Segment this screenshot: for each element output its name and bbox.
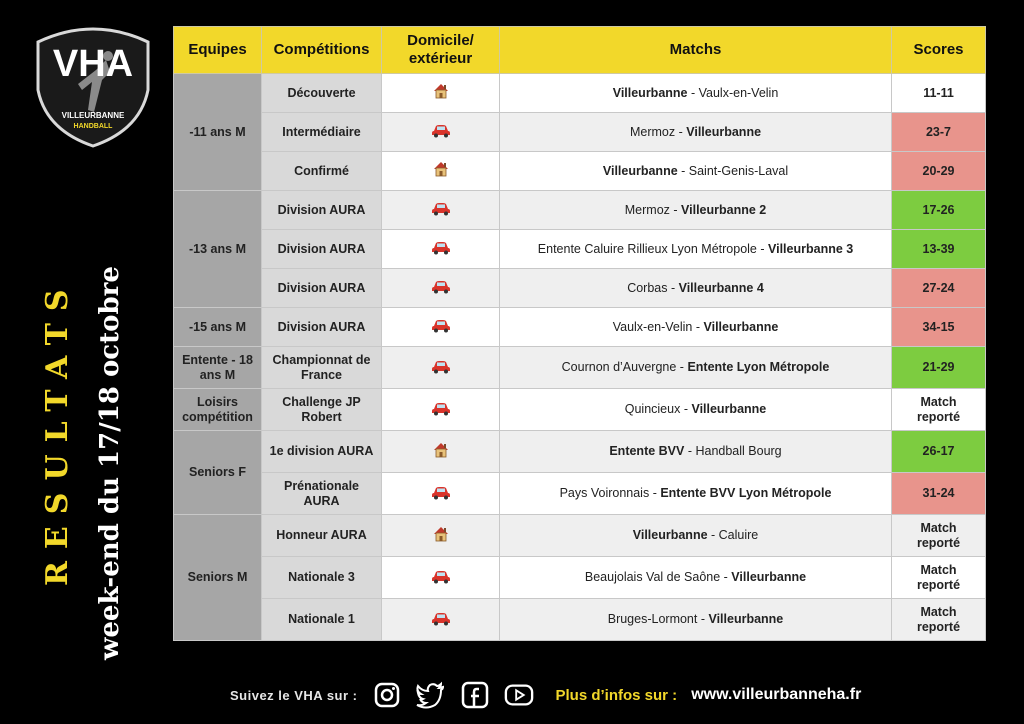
match-cell [500, 152, 892, 191]
match-team-home: Beaujolais Val de Saône [584, 570, 721, 584]
match-team-home: Entente BVV [609, 444, 685, 458]
house-icon [432, 532, 450, 546]
more-info-text: Plus d’infos sur : [555, 686, 678, 704]
match-separator: - [707, 528, 719, 542]
house-icon [432, 448, 450, 462]
match-team-home: Quincieux [624, 402, 681, 416]
match-team-home: Entente Caluire Rillieux Lyon Métropole [537, 241, 757, 256]
competition-cell: Division AURA [262, 191, 382, 230]
score-cell: Match reporté [892, 599, 986, 641]
location-cell [382, 230, 500, 269]
match-team-away: Entente BVV Lyon Métropole [660, 486, 832, 500]
competition-cell: 1e division AURA [262, 431, 382, 473]
match-cell [500, 74, 892, 113]
table-row [174, 113, 986, 152]
match-team-away: Villeurbanne 4 [678, 280, 764, 295]
follow-text: Suivez le VHA sur : [230, 687, 358, 703]
score-cell: 20-29 [892, 152, 986, 191]
match-team-away: Villeurbanne [708, 612, 784, 626]
match-cell [500, 431, 892, 473]
footer [230, 676, 861, 714]
match-team-away: Villeurbanne 2 [681, 202, 767, 217]
website-link[interactable]: www.villeurbanneha.fr [691, 686, 862, 703]
match-team-away: Saint-Genis-Laval [688, 163, 789, 178]
location-cell [382, 308, 500, 347]
location-cell [382, 74, 500, 113]
facebook-icon[interactable] [460, 680, 490, 710]
competition-cell: Découverte [262, 74, 382, 113]
score-cell: 27-24 [892, 269, 986, 308]
match-team-home: Vaulx-en-Velin [612, 319, 693, 334]
score-cell: 23-7 [892, 113, 986, 152]
location-cell [382, 599, 500, 641]
location-cell [382, 347, 500, 389]
competition-cell: Honneur AURA [262, 515, 382, 557]
match-team-home: Mermoz [629, 124, 676, 139]
score-cell: 13-39 [892, 230, 986, 269]
match-separator: - [684, 444, 696, 458]
twitter-icon[interactable] [416, 680, 446, 710]
score-cell: Match reporté [892, 389, 986, 431]
house-icon [432, 89, 450, 103]
competition-cell: Confirmé [262, 152, 382, 191]
location-cell [382, 515, 500, 557]
table-row [174, 74, 986, 113]
competition-cell: Division AURA [262, 230, 382, 269]
match-team-away: Caluire [718, 528, 759, 542]
vha-logo [30, 20, 156, 148]
table-row [174, 308, 986, 347]
header-competitions: Compétitions [262, 27, 382, 74]
team-cell: Seniors M [174, 515, 262, 641]
location-cell [382, 152, 500, 191]
match-separator: - [697, 612, 709, 626]
table-row [174, 347, 986, 389]
match-cell [500, 113, 892, 152]
match-team-away: Villeurbanne [691, 402, 767, 416]
match-cell [500, 515, 892, 557]
location-cell [382, 389, 500, 431]
match-separator: - [756, 241, 768, 256]
table-row [174, 557, 986, 599]
score-cell: 17-26 [892, 191, 986, 230]
score-cell: Match reporté [892, 515, 986, 557]
match-separator: - [692, 319, 704, 334]
match-team-away: Vaulx-en-Velin [698, 85, 779, 100]
table-row [174, 473, 986, 515]
house-icon [432, 167, 450, 181]
score-cell: 11-11 [892, 74, 986, 113]
competition-cell: Division AURA [262, 308, 382, 347]
match-separator: - [669, 202, 682, 217]
match-team-home: Corbas [627, 280, 668, 295]
logo-sub1: VILLEURBANNE [61, 111, 125, 120]
car-icon [431, 363, 451, 377]
table-row [174, 230, 986, 269]
car-icon [431, 283, 451, 297]
header-location: Domicile/ extérieur [382, 27, 500, 74]
team-cell: Entente - 18 ans M [174, 347, 262, 389]
score-cell: 26-17 [892, 431, 986, 473]
score-cell: 31-24 [892, 473, 986, 515]
side-title: RESULTATS [40, 277, 75, 586]
table-row [174, 269, 986, 308]
team-cell: -11 ans M [174, 74, 262, 191]
competition-cell: Championnat de France [262, 347, 382, 389]
table-row [174, 431, 986, 473]
match-cell [500, 269, 892, 308]
match-separator: - [675, 124, 687, 139]
score-cell: Match reporté [892, 557, 986, 599]
header-row [174, 27, 986, 74]
location-cell [382, 113, 500, 152]
competition-cell: Nationale 3 [262, 557, 382, 599]
car-icon [431, 322, 451, 336]
score-cell: 21-29 [892, 347, 986, 389]
match-team-away: Villeurbanne [731, 570, 807, 584]
match-team-home: Bruges-Lormont [607, 612, 698, 626]
match-team-home: Villeurbanne [612, 85, 688, 100]
match-team-home: Mermoz [624, 202, 670, 217]
location-cell [382, 269, 500, 308]
instagram-icon[interactable] [372, 680, 402, 710]
table-row [174, 389, 986, 431]
competition-cell: Challenge JP Robert [262, 389, 382, 431]
match-separator: - [680, 402, 692, 416]
match-team-away: Entente Lyon Métropole [687, 360, 830, 374]
logo-text: VHA [52, 43, 134, 85]
match-separator: - [677, 163, 689, 178]
match-cell [500, 557, 892, 599]
match-cell [500, 191, 892, 230]
location-cell [382, 557, 500, 599]
match-team-away: Villeurbanne [686, 124, 762, 139]
team-cell: -15 ans M [174, 308, 262, 347]
match-team-away: Handball Bourg [695, 444, 782, 458]
match-cell [500, 308, 892, 347]
youtube-icon[interactable] [504, 680, 534, 710]
location-cell [382, 431, 500, 473]
match-team-away: Villeurbanne 3 [768, 241, 854, 256]
match-cell [500, 230, 892, 269]
match-team-home: Villeurbanne [602, 163, 678, 178]
results-table [173, 26, 986, 641]
car-icon [431, 205, 451, 219]
location-cell [382, 191, 500, 230]
match-separator: - [649, 486, 661, 500]
match-team-away: Villeurbanne [703, 319, 779, 334]
car-icon [431, 405, 451, 419]
match-separator: - [676, 360, 688, 374]
competition-cell: Division AURA [262, 269, 382, 308]
competition-cell: Nationale 1 [262, 599, 382, 641]
car-icon [431, 489, 451, 503]
match-cell [500, 347, 892, 389]
team-cell: Seniors F [174, 431, 262, 515]
match-cell [500, 599, 892, 641]
car-icon [431, 244, 451, 258]
match-team-home: Pays Voironnais [559, 486, 650, 500]
match-separator: - [667, 280, 679, 295]
match-cell [500, 473, 892, 515]
match-separator: - [687, 85, 699, 100]
table-row [174, 599, 986, 641]
car-icon [431, 615, 451, 629]
logo-sub2: HANDBALL [73, 123, 113, 130]
match-team-home: Cournon d’Auvergne [561, 360, 677, 374]
score-cell: 34-15 [892, 308, 986, 347]
match-cell [500, 389, 892, 431]
table-row [174, 515, 986, 557]
side-subtitle: week-end du 17/18 octobre [95, 266, 125, 660]
location-cell [382, 473, 500, 515]
competition-cell: Prénationale AURA [262, 473, 382, 515]
match-team-home: Villeurbanne [632, 528, 708, 542]
table-row [174, 152, 986, 191]
header-matchs: Matchs [500, 27, 892, 74]
team-cell: Loisirs compétition [174, 389, 262, 431]
team-cell: -13 ans M [174, 191, 262, 308]
car-icon [431, 573, 451, 587]
match-separator: - [720, 570, 732, 584]
car-icon [431, 127, 451, 141]
competition-cell: Intermédiaire [262, 113, 382, 152]
table-row [174, 191, 986, 230]
header-equipes: Equipes [174, 27, 262, 74]
header-scores: Scores [892, 27, 986, 74]
